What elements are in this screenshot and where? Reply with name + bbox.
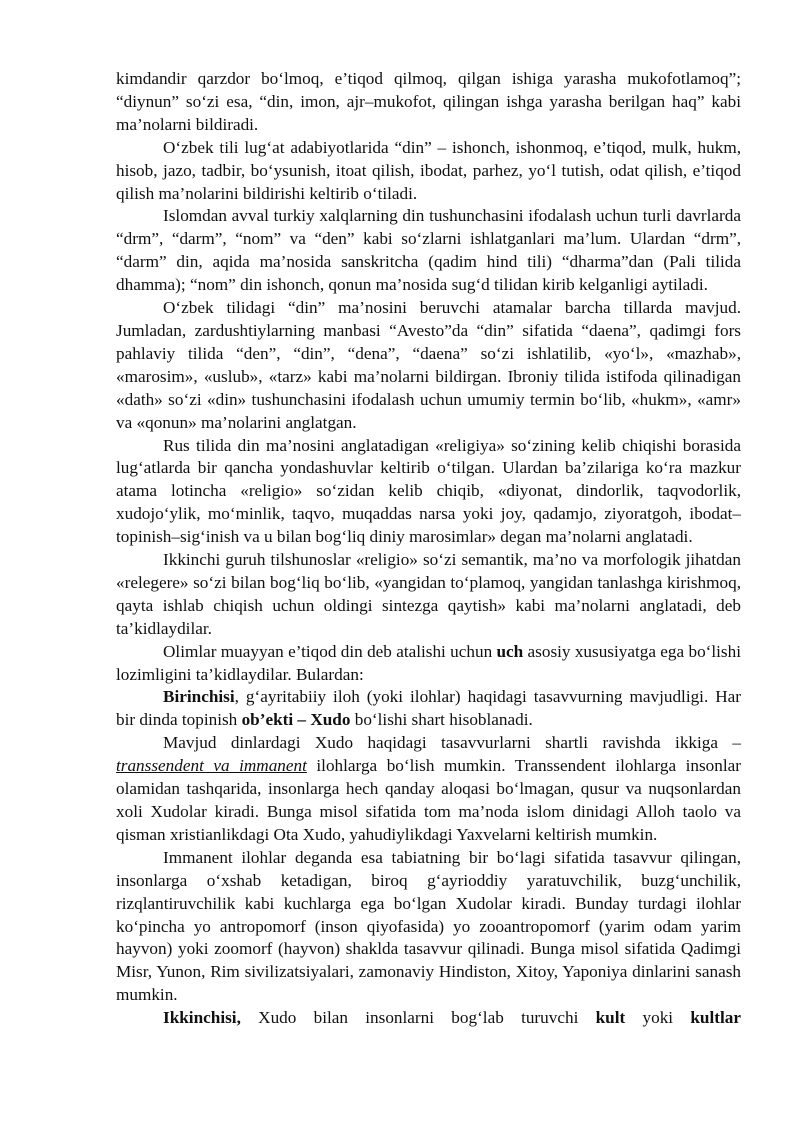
paragraph-4: O‘zbek tilidagi “din” ma’nosini beruvchi atamalar barcha tillarda mavjud. Jumladan, zardushtiylarning manbasi “Avesto”da “din” sifatida “daena”, qadimgi fors pahlaviy tilida “den”, “din”, “dena”, “daena” so‘zi ishlatilib, «yo‘l», «mazhab», «marosim», «uslub», «tarz» kabi ma’nolarni bildirgan. Ibroniy tilida istifoda qilinadigan «dath» so‘zi «din» tushunchasini ifodalash uchun umumiy termin bo‘lib, «hukm», «amr» va «qonun» ma’nolarini anglatgan. (116, 298, 741, 432)
paragraph-10: Immanent ilohlar deganda esa tabiatning bir bo‘lagi sifatida tasavvur qilingan, insonlarga o‘xshab ketadigan, biroq g‘ayrioddiy yaratuvchilik, buzg‘unchilik, rizqlantiruvchilik kabi kuchlarga ega bo‘lgan Xudolar kiradi. Bunday turdagi ilohlar ko‘pincha yo antropomorf (inson qiyofasida) yo zooantropomorf (yarim odam yarim hayvon) yoki zoomorf (hayvon) shaklda tasavvur qilinadi. Bunga misol sifatida Qadimgi Misr, Yunon, Rim sivilizatsiyalari, zamonaviy Hindiston, Xitoy, Yaponiya dinlarini sanash mumkin. (116, 847, 741, 1005)
bold-kultlar: kultlar (690, 1008, 741, 1028)
paragraph-2: O‘zbek tili lug‘at adabiyotlarida “din” – ishonch, ishonmoq, e’tiqod, mulk, hukm, hisob, jazo, tadbir, bo‘ysunish, itoat qilish, ibodat, parhez, yo‘l tutish, odat qilish, e’tiqod qilish ma’nolarini bildirishi keltirib o‘tiladi. (116, 137, 741, 203)
paragraph-7-text-a: Olimlar muayyan e’tiqod din deb atalishi uchun (163, 641, 497, 661)
document-page (116, 68, 741, 1030)
paragraph-6: Ikkinchi guruh tilshunoslar «religio» so‘zi semantik, ma’no va morfologik jihatdan «relegere» so‘zi bilan bog‘liq bo‘lib, «yangidan to‘plamoq, yangidan tanlashga kirishmoq, qayta ishlab chiqish uchun oldingi sintezga qaytish» kabi ma’nolarni anglatadi, deb ta’kidlaydilar. (116, 550, 741, 638)
paragraph-11-text-d: yoki (625, 1008, 691, 1028)
bold-uch: uch (496, 641, 524, 661)
paragraph-8-text-b: , g‘ayritabiiy iloh (yoki ilohlar) haqidagi tasavvurning mavjudligi. Har bir dinda topinish (116, 687, 741, 730)
paragraph-8-text-d: bo‘lishi shart hisoblanadi. (350, 710, 533, 730)
paragraph-9-text-a: Mavjud dinlardagi Xudo haqidagi tasavvurlarni shartli ravishda ikkiga – (163, 733, 741, 753)
paragraph-7 (116, 641, 741, 687)
paragraph-11 (116, 1007, 741, 1030)
bold-ikkinchisi: Ikkinchisi, (163, 1008, 241, 1028)
paragraph-7-text-c: asosiy xususiyatga ega bo‘lishi lozimligini ta’kidlaydilar. Bulardan: (116, 641, 741, 684)
paragraph-5: Rus tilida din ma’nosini anglatadigan «religiya» so‘zining kelib chiqishi borasida lug‘atlarda bir qancha yondashuvlar keltirib o‘tilgan. Ulardan ba’zilariga ko‘ra mazkur atama lotincha «religio» so‘zidan kelib chiqib, «diyonat, dindorlik, taqvodorlik, xudojo‘ylik, mo‘minlik, taqvo, muqaddas narsa yoki joy, qadamjo, ziyoratgoh, ibodat–topinish–sig‘inish va u bilan bog‘liq diniy marosimlar» degan ma’nolarni anglatadi. (116, 435, 741, 547)
paragraph-8 (116, 686, 741, 732)
bold-kult: kult (595, 1008, 626, 1028)
paragraph-11-text-b: Xudo bilan insonlarni bog‘lab turuvchi (240, 1008, 596, 1028)
italic-underlined-term: transsendent va immanent (116, 756, 307, 776)
paragraph-9-text-c: ilohlarga bo‘lish mumkin. Transsendent ilohlarga insonlar olamidan tashqarida, insonlarga hech qanday aloqasi bo‘lmagan, qusur va nuqsonlardan xoli Xudolar kiradi. Bunga misol sifatida tom ma’noda islom dinidagi Alloh taolo va qisman xristianlikdagi Ota Xudo, yahudiylikdagi Yaxvelarni keltirish mumkin. (116, 756, 741, 844)
bold-obekti-xudo: ob’ekti – Xudo (241, 710, 351, 730)
bold-birinchisi: Birinchisi (163, 687, 235, 707)
paragraph-9 (116, 732, 741, 847)
paragraph-3: Islomdan avval turkiy xalqlarning din tushunchasini ifodalash uchun turli davrlarda “drm”, “darm”, “nom” va “den” kabi so‘zlarni ishlatganlari ma’lum. Ulardan “drm”, “darm” din, aqida ma’nosida sanskritcha (qadim hind tili) “dharma”dan (Pali tilida dhamma); “nom” din ishonch, qonun ma’nosida sug‘d tilidan kirib kelganligi aytiladi. (116, 206, 741, 295)
paragraph-1: kimdandir qarzdor bo‘lmoq, e’tiqod qilmoq, qilgan ishiga yarasha mukofotlamoq”; “diynun” so‘zi esa, “din, imon, ajr–mukofot, qilingan ishga yarasha berilgan haq” kabi ma’nolarni bildiradi. (116, 69, 741, 134)
